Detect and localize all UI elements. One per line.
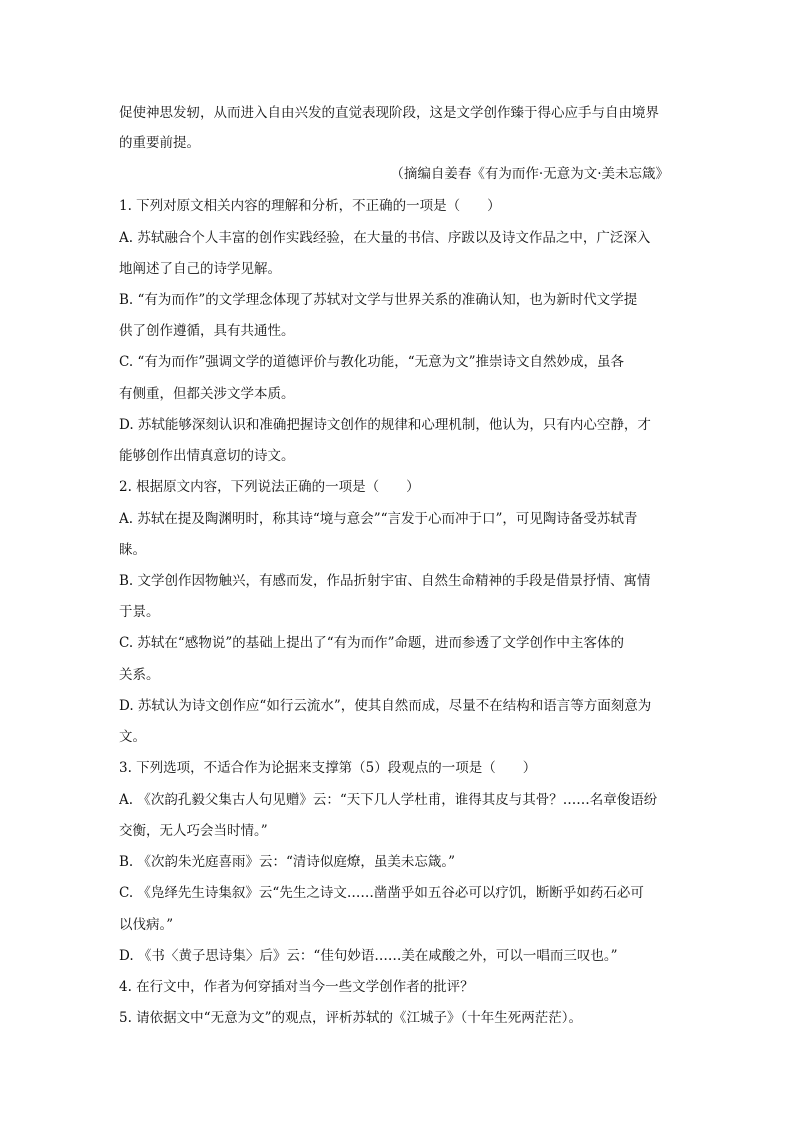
question-1-option-d-line-2: 能够创作出情真意切的诗文。 xyxy=(119,448,295,464)
passage-source: （摘编自姜春《有为而作·无意为文·美未忘箴》 xyxy=(390,166,669,182)
question-2-option-a-line-1: A. 苏轼在提及陶渊明时，称其诗“境与意会”“言发于心而冲于口”，可见陶诗备受苏轼青 xyxy=(119,511,638,527)
question-1-option-d-line-1: D. 苏轼能够深刻认识和准确把握诗文创作的规律和心理机制，他认为，只有内心空静，才 xyxy=(119,417,651,433)
question-3-option-b-line-1: B. 《次韵朱光庭喜雨》云：“清诗似庭燎，虽美未忘箴。” xyxy=(119,854,456,870)
passage-line-2: 的重要前提。 xyxy=(119,135,200,151)
question-2-option-d-line-2: 文。 xyxy=(119,729,146,745)
question-1-option-a-line-1: A. 苏轼融合个人丰富的创作实践经验，在大量的书信、序跋以及诗文作品之中，广泛深入 xyxy=(119,230,651,246)
question-2-option-b-line-1: B. 文学创作因物触兴，有感而发，作品折射宇宙、自然生命精神的手段是借景抒情、寓情 xyxy=(119,573,651,589)
question-2-option-c-line-2: 关系。 xyxy=(119,667,160,683)
question-3-stem: 3. 下列选项，不适合作为论据来支撑第（5）段观点的一项是（ ） xyxy=(119,760,537,776)
question-1-stem: 1. 下列对原文相关内容的理解和分析，不正确的一项是（ ） xyxy=(119,198,501,214)
question-3-option-a-line-2: 交衡，无人巧会当时情。” xyxy=(119,823,268,839)
question-3-option-c-line-1: C. 《凫绎先生诗集叙》云“先生之诗文……凿凿乎如五谷必可以疗饥，断断乎如药石必可 xyxy=(119,885,644,901)
question-3-option-d-line-1: D. 《书〈黄子思诗集〉后》云：“佳句妙语……美在咸酸之外，可以一唱而三叹也。” xyxy=(119,948,618,964)
question-5-stem: 5. 请依据文中“无意为文”的观点，评析苏轼的《江城子》（十年生死两茫茫）。 xyxy=(119,1010,582,1026)
passage-line-1: 促使神思发轫，从而进入自由兴发的直觉表现阶段，这是文学创作臻于得心应手与自由境界 xyxy=(119,105,659,121)
question-2-option-c-line-1: C. 苏轼在“感物说”的基础上提出了“有为而作”命题，进而参透了文学创作中主客体的 xyxy=(119,635,625,651)
question-1-option-b-line-2: 供了创作遵循，具有共通性。 xyxy=(119,323,295,339)
question-3-option-c-line-2: 以伐病。” xyxy=(119,917,174,933)
question-1-option-b-line-1: B. “有为而作”的文学理念体现了苏轼对文学与世界关系的准确认知，也为新时代文学提 xyxy=(119,292,638,308)
question-2-option-b-line-2: 于景。 xyxy=(119,604,160,620)
question-1-option-a-line-2: 地阐述了自己的诗学见解。 xyxy=(119,261,281,277)
question-2-stem: 2. 根据原文内容，下列说法正确的一项是（ ） xyxy=(119,479,420,495)
question-3-option-a-line-1: A. 《次韵孔毅父集古人句见赠》云：“天下几人学杜甫，谁得其皮与其骨？……名章俊语纷 xyxy=(119,792,658,808)
question-2-option-d-line-1: D. 苏轼认为诗文创作应“如行云流水”，使其自然而成，尽量不在结构和语言等方面刻意为 xyxy=(119,698,652,714)
question-1-option-c-line-2: 有侧重，但都关涉文学本质。 xyxy=(119,386,295,402)
question-1-option-c-line-1: C. “有为而作”强调文学的道德评价与教化功能，“无意为文”推崇诗文自然妙成，虽各 xyxy=(119,354,625,370)
question-2-option-a-line-2: 睐。 xyxy=(119,542,146,558)
question-4-stem: 4. 在行文中，作者为何穿插对当今一些文学创作者的批评？ xyxy=(119,979,474,995)
